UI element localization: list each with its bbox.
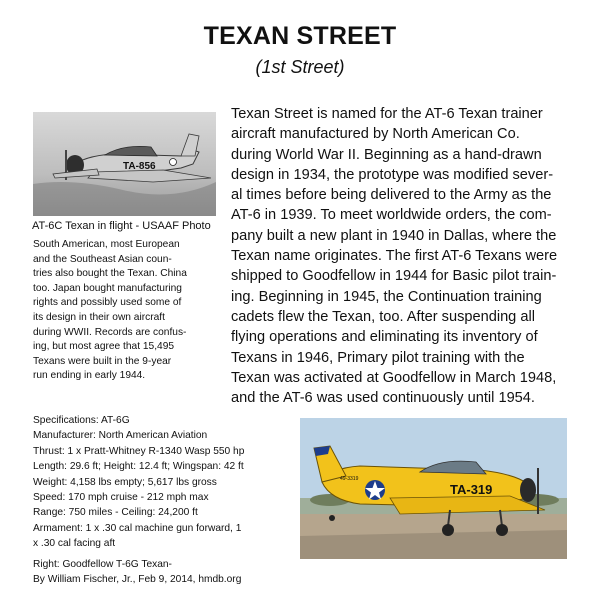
main-paragraph: [231, 104, 583, 408]
side-paragraph-line: rights and possibly used some of: [33, 297, 182, 309]
side-paragraph-line: and the Southeast Asian coun-: [33, 253, 172, 265]
spec-line: Thrust: 1 x Pratt-Whitney R-1340 Wasp 550 hp: [33, 445, 245, 457]
main-paragraph-line: during World War II. Beginning as a hand-drawn: [231, 146, 542, 163]
credit-line: Right: Goodfellow T-6G Texan-: [33, 559, 172, 570]
spec-line: Range: 750 miles - Ceiling: 24,200 ft: [33, 507, 198, 519]
main-paragraph-line: Texan was activated at Goodfellow in March 1948,: [231, 369, 557, 386]
main-paragraph-line: Texans in 1946, Primary pilot training with the: [231, 349, 525, 366]
spec-line: x .30 cal facing aft: [33, 538, 116, 550]
main-paragraph-line: pany built a new plant in 1940 in Dallas, where the: [231, 227, 557, 244]
spec-line: Speed: 170 mph cruise - 212 mph max: [33, 492, 209, 504]
spec-line: Weight: 4,158 lbs empty; 5,617 lbs gross: [33, 476, 217, 488]
main-paragraph-line: cadets flew the Texan, too. After suspending all: [231, 308, 535, 325]
photo-caption: AT-6C Texan in flight - USAAF Photo: [32, 220, 211, 232]
side-paragraph-line: run ending in early 1944.: [33, 370, 146, 382]
main-paragraph-line: AT-6 in 1939. To meet worldwide orders, the com-: [231, 207, 552, 224]
aircraft-marking: TA-856: [123, 161, 156, 172]
main-paragraph-line: flying operations and eliminating its inventory of: [231, 329, 538, 346]
aircraft-marking: TA-319: [450, 482, 493, 497]
main-paragraph-line: design in 1934, the prototype was modified sever-: [231, 166, 554, 183]
spec-line: Armament: 1 x .30 cal machine gun forward, 1: [33, 522, 242, 534]
main-paragraph-line: ing. Beginning in 1945, the Continuation training: [231, 288, 542, 305]
side-paragraph-line: during WWII. Records are confus-: [33, 326, 187, 338]
side-paragraph-line: South American, most European: [33, 239, 180, 250]
side-paragraph-line: its design in their own aircraft: [33, 311, 165, 323]
main-paragraph-line: aircraft manufactured by North American Co.: [231, 126, 520, 143]
side-paragraph-line: Texans were built in the 9-year: [33, 355, 172, 367]
photo-credit: [33, 557, 293, 588]
page-title: TEXAN STREET: [203, 22, 397, 50]
spec-line: Length: 29.6 ft; Height: 12.4 ft; Wingspan: 42 ft: [33, 461, 244, 473]
spec-line: Specifications: AT-6G: [33, 415, 130, 426]
main-paragraph-line: and the AT-6 was used continuously until 1954.: [231, 390, 535, 407]
side-paragraph: [33, 238, 219, 384]
side-paragraph-line: tries also bought the Texan. China: [33, 268, 187, 280]
main-paragraph-line: al times before being delivered to the Army as the: [231, 187, 552, 204]
aircraft-in-flight-photo: [33, 112, 216, 216]
main-paragraph-line: shipped to Goodfellow in 1944 for Basic pilot train-: [231, 268, 557, 285]
main-paragraph-line: Texan Street is named for the AT-6 Texan trainer: [231, 106, 543, 122]
spec-line: Manufacturer: North American Aviation: [33, 430, 208, 442]
tail-number: 49-3319: [340, 476, 359, 482]
specifications-list: [33, 413, 293, 552]
side-paragraph-line: ing, but most agree that 15,495: [33, 341, 175, 353]
main-paragraph-line: Texan name originates. The first AT-6 Texans were: [231, 248, 558, 265]
page-subtitle: (1st Street): [255, 57, 345, 77]
side-paragraph-line: too. Japan bought manufacturing: [33, 282, 182, 294]
yellow-aircraft-display-photo: [300, 418, 567, 559]
credit-line: By William Fischer, Jr., Feb 9, 2014, hmdb.org: [33, 574, 242, 586]
